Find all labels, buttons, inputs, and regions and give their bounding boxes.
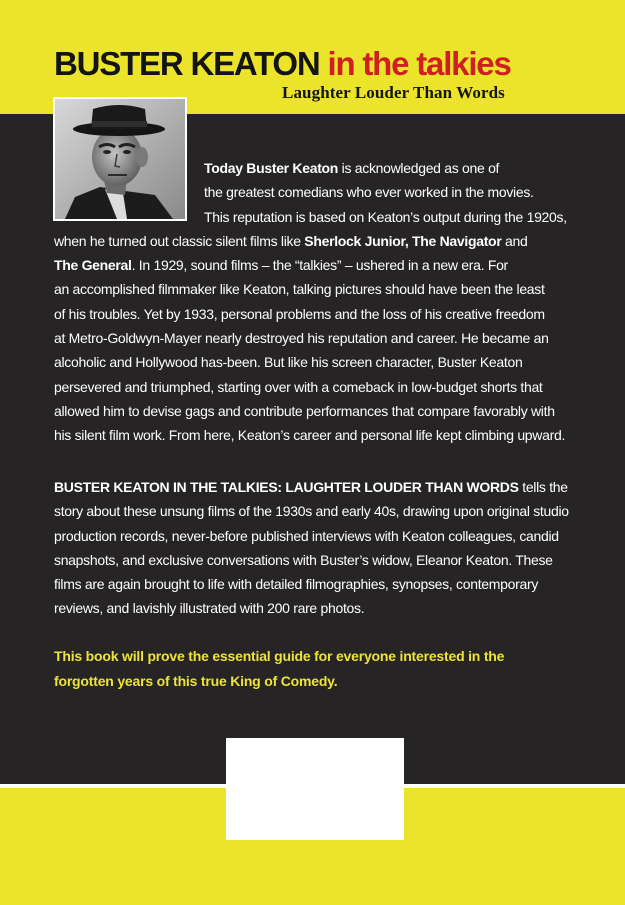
text-line xyxy=(54,229,574,253)
text-line: alcoholic and Hollywood has-been. But like his screen character, Buster Keaton xyxy=(54,354,523,371)
book-subtitle: Laughter Louder Than Words xyxy=(282,83,505,102)
closing-statement xyxy=(54,644,574,694)
line-text: when he turned out classic silent films like xyxy=(54,232,305,249)
text-line: reviews, and lavishly illustrated with 200 rare photos. xyxy=(54,600,365,617)
text-line: the greatest comedians who ever worked in the movies. xyxy=(204,184,534,201)
text-line: an accomplished filmmaker like Keaton, talking pictures should have been the least xyxy=(54,281,545,298)
title-in-the-talkies: in the talkies xyxy=(327,45,511,82)
text-line xyxy=(54,156,574,180)
film-titles: Sherlock Junior, The Navigator xyxy=(304,232,502,249)
text-line: story about these unsung films of the 1930s and early 40s, drawing upon original studio xyxy=(54,503,569,520)
text-line: allowed him to devise gags and contribute performances that compare favorably with xyxy=(54,402,555,419)
barcode-area xyxy=(226,738,404,840)
text-line: This book will prove the essential guide for everyone interested in the xyxy=(54,648,505,664)
text-line xyxy=(54,253,574,277)
intro-paragraph xyxy=(54,156,574,448)
text-line xyxy=(54,475,574,499)
text-line: forgotten years of this true King of Comedy. xyxy=(54,673,338,689)
line-text: . In 1929, sound films – the “talkies” – ushered in a new era. For xyxy=(131,257,508,274)
line-text: tells the xyxy=(518,479,568,495)
book-title xyxy=(54,44,614,84)
film-title: The General xyxy=(54,257,132,274)
text-line: This reputation is based on Keaton’s output during the 1920s, xyxy=(204,208,567,225)
book-description-paragraph xyxy=(54,475,574,621)
title-name: BUSTER KEATON xyxy=(54,45,320,82)
text-line: at Metro-Goldwyn-Mayer nearly destroyed his reputation and career. He became an xyxy=(54,330,549,347)
line-text: and xyxy=(501,232,528,249)
text-line: of his troubles. Yet by 1933, personal problems and the loss of his creative freedom xyxy=(54,305,545,322)
text-line: his silent film work. From here, Keaton’s career and personal life kept climbing upward. xyxy=(54,427,566,444)
text-line: production records, never-before published interviews with Keaton colleagues, candid xyxy=(54,527,559,544)
text-line: snapshots, and exclusive conversations with Buster’s widow, Eleanor Keaton. These xyxy=(54,551,553,568)
bold-name: Today Buster Keaton xyxy=(204,160,339,176)
text-line: films are again brought to life with detailed filmographies, synopses, contemporary xyxy=(54,576,539,593)
book-title-caps: BUSTER KEATON IN THE TALKIES: LAUGHTER LOUDER THAN WORDS xyxy=(54,479,519,495)
line-text: is acknowledged as one of xyxy=(338,160,500,176)
text-line: persevered and triumphed, starting over with a comeback in low-budget shorts that xyxy=(54,378,543,395)
